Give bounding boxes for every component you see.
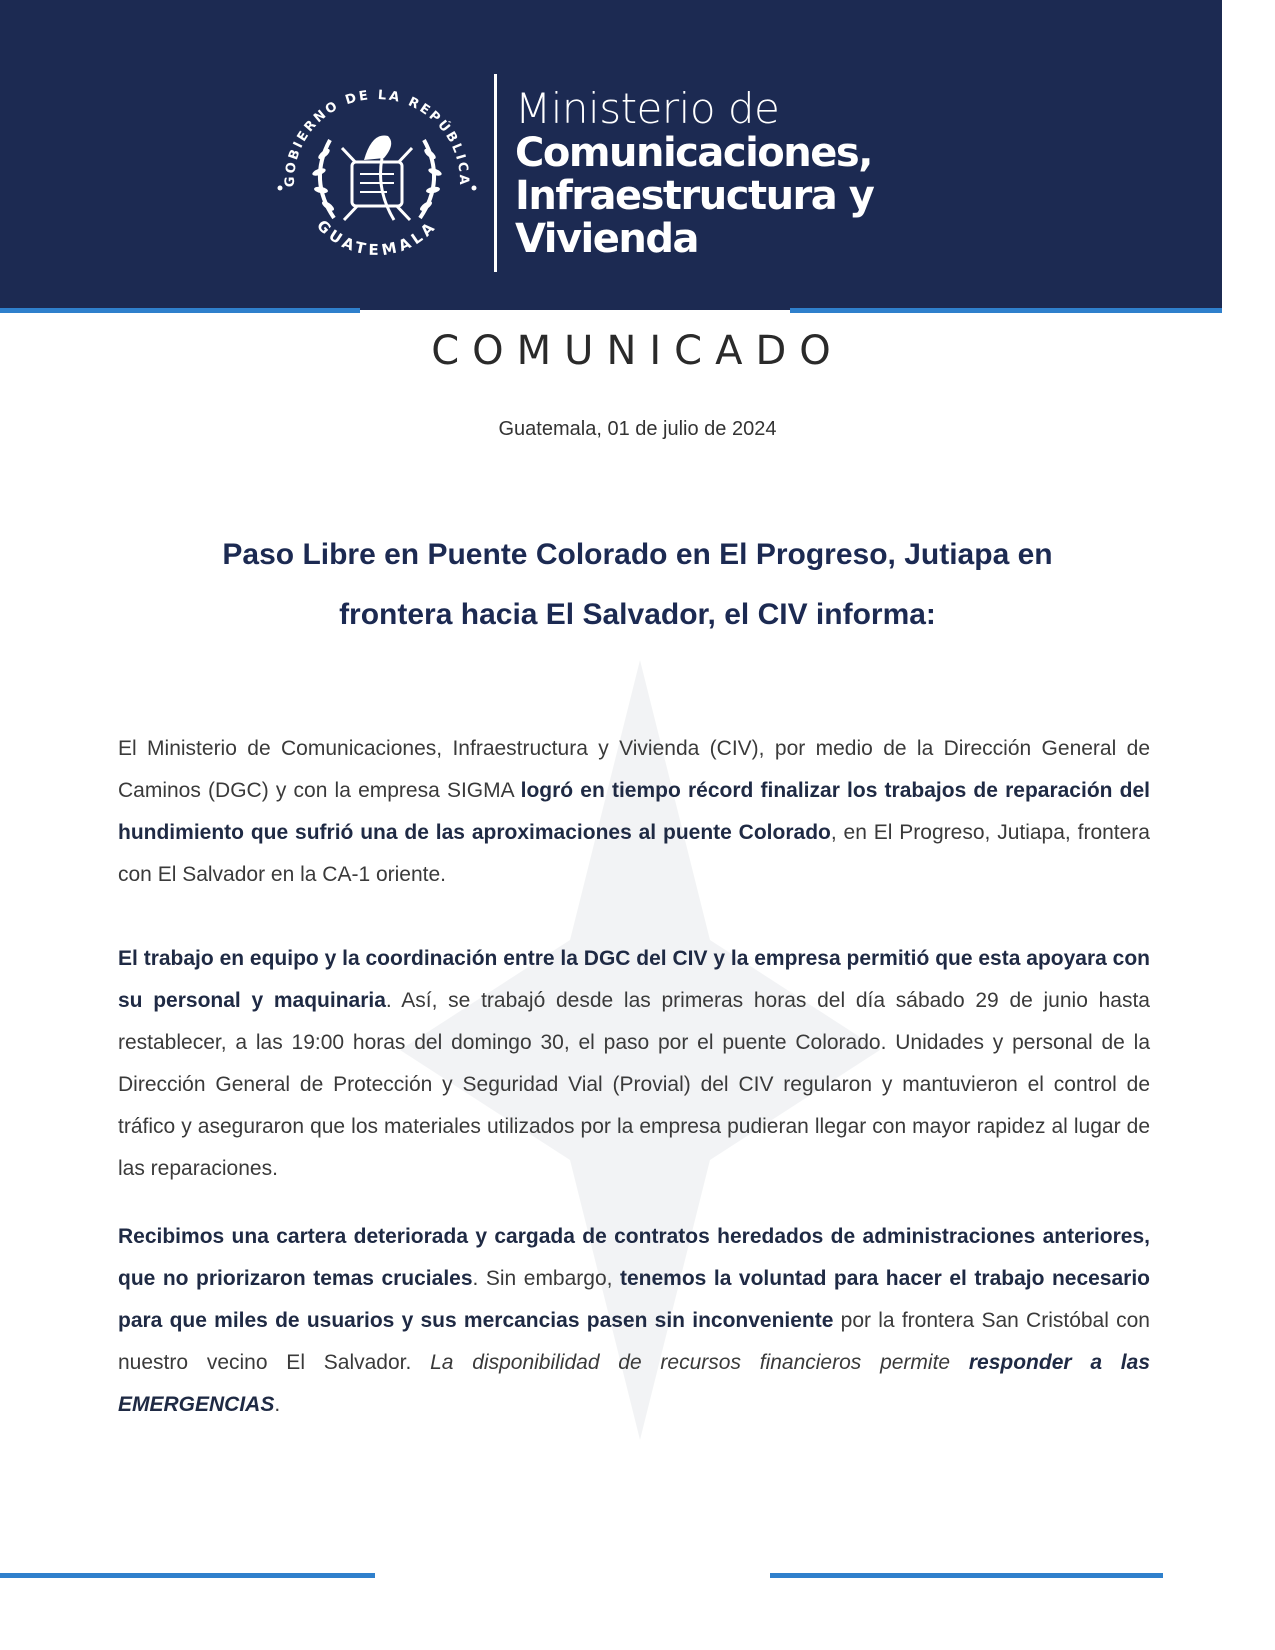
p2-text-b: . Así, se trabajó desde las primeras horas del día sábado 29 de junio hasta restablecer, a las 19:00 horas del domingo 30, el paso por el puente Colorado. Unidades y personal de la Dirección General de Protección y Seguridad Vial (Provial) del CIV regularon y mantuvieron el control de tráfico y aseguraron que los materiales utilizados por la empresa pudieran llegar con mayor rapidez al lugar de las reparaciones. bbox=[118, 989, 1150, 1180]
p3-text-emergencias: responder a las EMERGENCIAS bbox=[118, 1351, 1150, 1416]
accent-line-bottom-right bbox=[770, 1573, 1163, 1578]
p3-text-b: . Sin embargo, bbox=[472, 1267, 620, 1290]
accent-line-bottom-left bbox=[0, 1573, 375, 1578]
title-line-1: Paso Libre en Puente Colorado en El Progreso, Jutiapa en bbox=[222, 538, 1053, 571]
paragraph-2 bbox=[118, 938, 1150, 1190]
p3-text-italic: La disponibilidad de recursos financieros permite bbox=[430, 1351, 969, 1374]
ministry-name-line2: Comunicaciones, bbox=[515, 130, 872, 176]
p3-text-bold-1: Recibimos una cartera deteriorada y cargada de contratos heredados de administraciones anteriores, que no priorizaron temas cruciales bbox=[118, 1225, 1150, 1290]
p2-text-bold: El trabajo en equipo y la coordinación entre la DGC del CIV y la empresa permitió que esta apoyara con su personal y maquinaria bbox=[118, 947, 1150, 1012]
p1-text-bold: logró en tiempo récord finalizar los trabajos de reparación del hundimiento que sufrió una de las aproximaciones al puente Colorado bbox=[118, 779, 1150, 844]
accent-line-top-right bbox=[790, 308, 1222, 313]
ministry-name-line1: Ministerio de bbox=[515, 84, 780, 133]
ministry-name-line3: Infraestructura y bbox=[515, 173, 874, 219]
guatemala-seal-icon bbox=[272, 70, 482, 280]
p3-text-d: por la frontera San Cristóbal con nuestro vecino El Salvador. bbox=[118, 1309, 1150, 1374]
title-line-2: frontera hacia El Salvador, el CIV informa: bbox=[339, 598, 936, 631]
paragraph-1 bbox=[118, 728, 1150, 896]
seal-text-bottom: GUATEMALA bbox=[313, 216, 441, 260]
ministry-name-line4: Vivienda bbox=[515, 216, 698, 262]
svg-text:GUATEMALA bbox=[313, 216, 441, 259]
paragraph-3 bbox=[118, 1216, 1150, 1426]
p3-text-bold-2: tenemos la voluntad para hacer el trabajo necesario para que miles de usuarios y sus mercancias pasen sin inconveniente bbox=[118, 1267, 1150, 1332]
p3-text-g: . bbox=[274, 1393, 281, 1416]
seal-text-top: GOBIERNO DE LA REPÚBLICA bbox=[282, 87, 472, 188]
p1-text-c: , en El Progreso, Jutiapa, frontera con El Salvador en la CA-1 oriente. bbox=[118, 821, 1150, 886]
accent-line-top-left bbox=[0, 308, 360, 313]
document-heading: COMUNICADO bbox=[431, 328, 844, 374]
document-date: Guatemala, 01 de julio de 2024 bbox=[498, 418, 777, 440]
document-title bbox=[150, 525, 1125, 645]
header-divider bbox=[494, 74, 497, 272]
p1-text-a: El Ministerio de Comunicaciones, Infraestructura y Vivienda (CIV), por medio de la Dirección General de Caminos (DGC) y con la empresa SIGMA bbox=[118, 737, 1150, 802]
